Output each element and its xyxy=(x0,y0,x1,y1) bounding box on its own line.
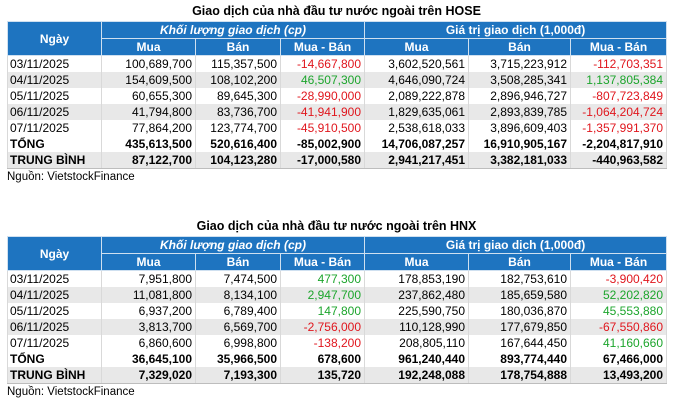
cell-vol-net: -41,941,900 xyxy=(281,104,365,120)
cell-val-buy: 2,089,222,878 xyxy=(365,88,469,104)
hose-source: Nguồn: VietstockFinance xyxy=(7,171,135,183)
cell-vol-sell: 108,102,200 xyxy=(196,72,281,88)
cell-vol-buy: 87,122,700 xyxy=(102,152,196,169)
cell-vol-sell: 7,474,500 xyxy=(196,271,281,288)
cell-val-net: -112,703,351 xyxy=(571,56,667,73)
cell-date: 03/11/2025 xyxy=(8,271,102,288)
cell-vol-sell: 8,134,100 xyxy=(196,287,281,303)
cell-vol-sell: 35,966,500 xyxy=(196,351,281,367)
cell-vol-buy: 60,655,300 xyxy=(102,88,196,104)
header-day: Ngày xyxy=(8,237,102,271)
header-day: Ngày xyxy=(8,22,102,56)
cell-vol-buy: 11,081,800 xyxy=(102,287,196,303)
cell-vol-net: 2,947,700 xyxy=(281,287,365,303)
cell-vol-net: -14,667,800 xyxy=(281,56,365,73)
cell-date: 04/11/2025 xyxy=(8,287,102,303)
cell-vol-buy: 100,689,700 xyxy=(102,56,196,73)
cell-date: 03/11/2025 xyxy=(8,56,102,73)
cell-vol-sell: 123,774,700 xyxy=(196,120,281,136)
header-vol-sell: Bán xyxy=(196,254,281,271)
cell-vol-sell: 83,736,700 xyxy=(196,104,281,120)
cell-vol-sell: 6,789,400 xyxy=(196,303,281,319)
cell-val-buy: 961,240,440 xyxy=(365,351,469,367)
hnx-source: Nguồn: VietstockFinance xyxy=(7,386,135,398)
cell-val-sell: 177,679,850 xyxy=(469,319,571,335)
header-value-group: Giá trị giao dịch (1,000đ) xyxy=(365,237,667,254)
header-volume-group: Khối lượng giao dịch (cp) xyxy=(102,22,365,39)
cell-val-net: 67,466,000 xyxy=(571,351,667,367)
cell-val-sell: 2,896,946,727 xyxy=(469,88,571,104)
header-val-sell: Bán xyxy=(469,254,571,271)
cell-vol-buy: 36,645,100 xyxy=(102,351,196,367)
cell-vol-net: -138,200 xyxy=(281,335,365,351)
cell-date: 04/11/2025 xyxy=(8,72,102,88)
cell-vol-net: -45,910,500 xyxy=(281,120,365,136)
cell-vol-buy: 6,937,200 xyxy=(102,303,196,319)
cell-val-sell: 3,896,609,403 xyxy=(469,120,571,136)
table-row xyxy=(8,104,667,120)
table-row xyxy=(8,88,667,104)
hnx-table-body xyxy=(8,271,667,384)
cell-vol-sell: 6,998,800 xyxy=(196,335,281,351)
cell-val-sell: 3,715,223,912 xyxy=(469,56,571,73)
table-row xyxy=(8,303,667,319)
cell-val-net: -807,723,849 xyxy=(571,88,667,104)
cell-vol-sell: 89,645,300 xyxy=(196,88,281,104)
cell-val-sell: 180,036,870 xyxy=(469,303,571,319)
header-vol-buy: Mua xyxy=(102,254,196,271)
cell-val-buy: 110,128,990 xyxy=(365,319,469,335)
cell-val-buy: 178,853,190 xyxy=(365,271,469,288)
cell-val-buy: 208,805,110 xyxy=(365,335,469,351)
cell-val-net: -3,900,420 xyxy=(571,271,667,288)
cell-vol-sell: 7,193,300 xyxy=(196,367,281,384)
cell-val-sell: 893,774,440 xyxy=(469,351,571,367)
total-row-label: TỔNG xyxy=(8,351,102,367)
cell-vol-sell: 6,569,700 xyxy=(196,319,281,335)
table-row xyxy=(8,56,667,73)
cell-val-net: 45,553,880 xyxy=(571,303,667,319)
cell-vol-buy: 435,613,500 xyxy=(102,136,196,152)
header-val-buy: Mua xyxy=(365,254,469,271)
cell-vol-buy: 154,609,500 xyxy=(102,72,196,88)
table-row xyxy=(8,335,667,351)
hnx-title: Giao dịch của nhà đầu tư nước ngoài trên HNX xyxy=(196,219,477,233)
cell-val-buy: 2,538,618,033 xyxy=(365,120,469,136)
cell-val-net: -67,550,860 xyxy=(571,319,667,335)
cell-vol-net: 46,507,300 xyxy=(281,72,365,88)
cell-val-sell: 2,893,839,785 xyxy=(469,104,571,120)
header-val-sell: Bán xyxy=(469,39,571,56)
cell-val-buy: 225,590,750 xyxy=(365,303,469,319)
average-row-label: TRUNG BÌNH xyxy=(8,152,102,169)
header-vol-buy: Mua xyxy=(102,39,196,56)
cell-vol-net: -17,000,580 xyxy=(281,152,365,169)
cell-val-net: -1,357,991,370 xyxy=(571,120,667,136)
cell-vol-buy: 7,951,800 xyxy=(102,271,196,288)
hnx-section xyxy=(0,216,673,400)
cell-date: 05/11/2025 xyxy=(8,88,102,104)
table-row xyxy=(8,72,667,88)
cell-val-net: 1,137,805,384 xyxy=(571,72,667,88)
cell-vol-net: 477,300 xyxy=(281,271,365,288)
cell-val-net: 13,493,200 xyxy=(571,367,667,384)
cell-date: 06/11/2025 xyxy=(8,104,102,120)
header-val-net: Mua - Bán xyxy=(571,39,667,56)
cell-vol-buy: 7,329,020 xyxy=(102,367,196,384)
header-vol-sell: Bán xyxy=(196,39,281,56)
hose-table xyxy=(7,21,667,169)
cell-val-sell: 185,659,580 xyxy=(469,287,571,303)
cell-date: 07/11/2025 xyxy=(8,120,102,136)
cell-val-net: -440,963,582 xyxy=(571,152,667,169)
cell-val-buy: 192,248,088 xyxy=(365,367,469,384)
hnx-table xyxy=(7,236,667,384)
cell-val-buy: 2,941,217,451 xyxy=(365,152,469,169)
cell-val-sell: 167,644,450 xyxy=(469,335,571,351)
total-row-label: TỔNG xyxy=(8,136,102,152)
cell-vol-net: -85,002,900 xyxy=(281,136,365,152)
cell-val-sell: 3,382,181,033 xyxy=(469,152,571,169)
header-val-buy: Mua xyxy=(365,39,469,56)
total-row xyxy=(8,136,667,152)
cell-val-net: -2,204,817,910 xyxy=(571,136,667,152)
average-row xyxy=(8,367,667,384)
cell-date: 05/11/2025 xyxy=(8,303,102,319)
header-val-net: Mua - Bán xyxy=(571,254,667,271)
cell-vol-buy: 41,794,800 xyxy=(102,104,196,120)
header-value-group: Giá trị giao dịch (1,000đ) xyxy=(365,22,667,39)
cell-vol-sell: 520,616,400 xyxy=(196,136,281,152)
hose-title: Giao dịch của nhà đầu tư nước ngoài trên HOSE xyxy=(192,4,481,18)
cell-vol-net: -28,990,000 xyxy=(281,88,365,104)
cell-val-sell: 178,754,888 xyxy=(469,367,571,384)
average-row xyxy=(8,152,667,169)
table-row xyxy=(8,271,667,288)
cell-vol-buy: 77,864,200 xyxy=(102,120,196,136)
cell-vol-buy: 3,813,700 xyxy=(102,319,196,335)
cell-vol-net: -2,756,000 xyxy=(281,319,365,335)
cell-val-net: -1,064,204,724 xyxy=(571,104,667,120)
cell-vol-sell: 104,123,280 xyxy=(196,152,281,169)
average-row-label: TRUNG BÌNH xyxy=(8,367,102,384)
cell-vol-sell: 115,357,500 xyxy=(196,56,281,73)
table-row xyxy=(8,120,667,136)
hose-section xyxy=(0,1,673,185)
table-row xyxy=(8,319,667,335)
cell-date: 07/11/2025 xyxy=(8,335,102,351)
cell-date: 06/11/2025 xyxy=(8,319,102,335)
cell-val-buy: 14,706,087,257 xyxy=(365,136,469,152)
cell-val-buy: 4,646,090,724 xyxy=(365,72,469,88)
cell-val-net: 52,202,820 xyxy=(571,287,667,303)
cell-vol-net: 678,600 xyxy=(281,351,365,367)
cell-vol-net: 135,720 xyxy=(281,367,365,384)
table-row xyxy=(8,287,667,303)
header-vol-net: Mua - Bán xyxy=(281,39,365,56)
cell-val-sell: 16,910,905,167 xyxy=(469,136,571,152)
header-volume-group: Khối lượng giao dịch (cp) xyxy=(102,237,365,254)
cell-val-buy: 3,602,520,561 xyxy=(365,56,469,73)
cell-val-sell: 3,508,285,341 xyxy=(469,72,571,88)
cell-vol-net: 147,800 xyxy=(281,303,365,319)
total-row xyxy=(8,351,667,367)
cell-val-buy: 1,829,635,061 xyxy=(365,104,469,120)
cell-vol-buy: 6,860,600 xyxy=(102,335,196,351)
hose-table-body xyxy=(8,56,667,169)
cell-val-buy: 237,862,480 xyxy=(365,287,469,303)
cell-val-net: 41,160,660 xyxy=(571,335,667,351)
header-vol-net: Mua - Bán xyxy=(281,254,365,271)
cell-val-sell: 182,753,610 xyxy=(469,271,571,288)
